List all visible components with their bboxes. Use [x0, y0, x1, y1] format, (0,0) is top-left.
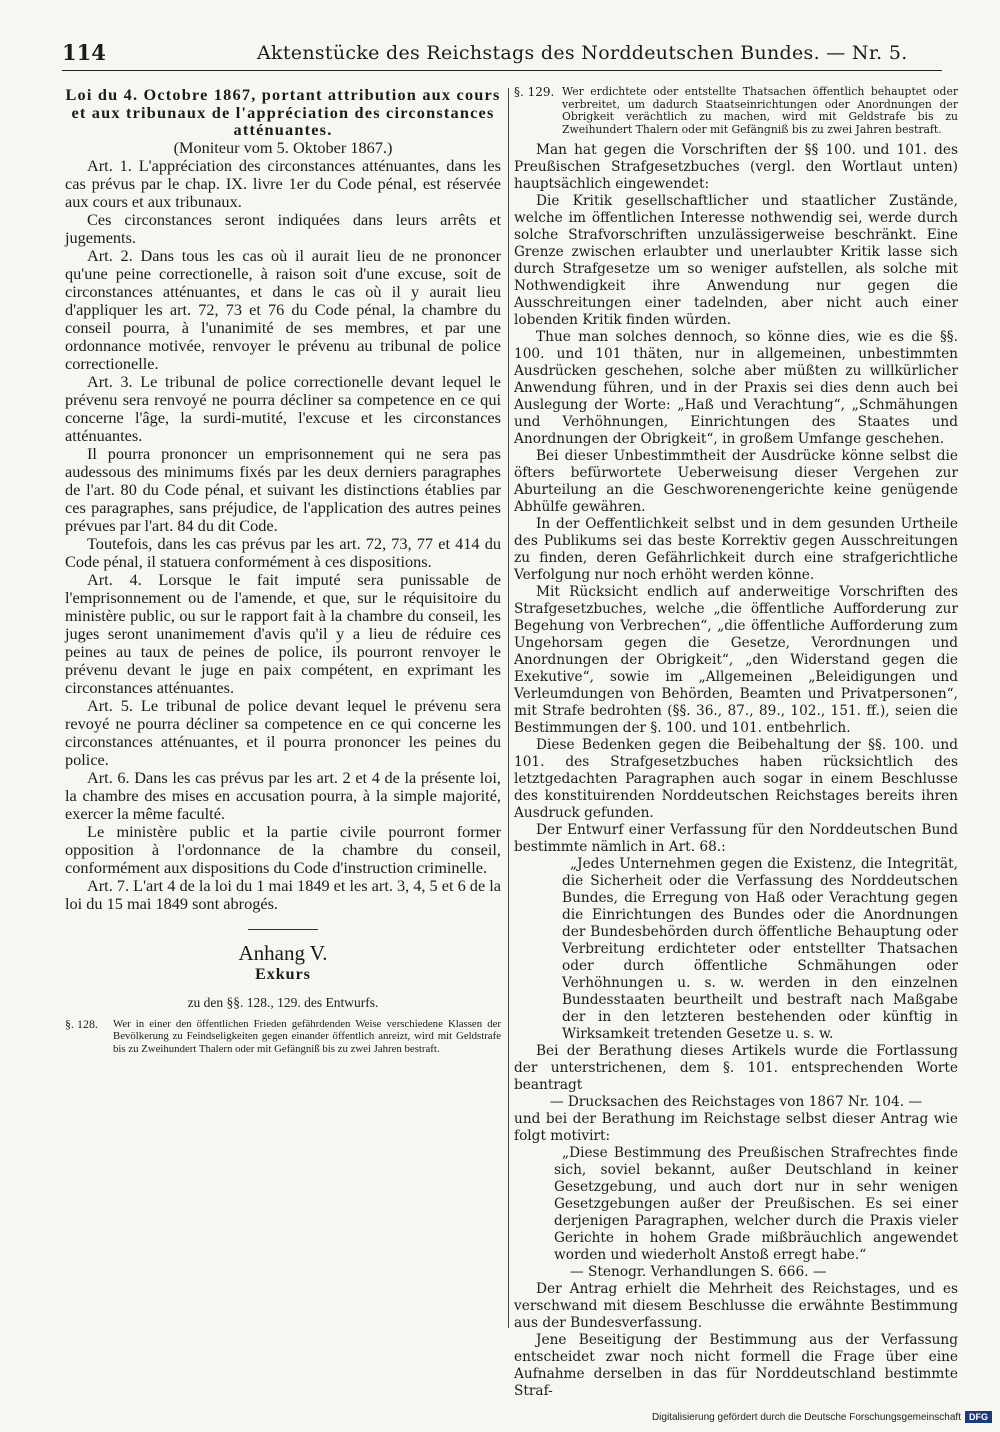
section-128	[65, 1018, 501, 1056]
column-divider	[508, 88, 509, 1328]
paragraph: Der Entwurf einer Verfassung für den Norddeutschen Bund bestimmte nämlich in Art. 68.:	[514, 822, 958, 855]
right-column	[514, 86, 958, 1400]
article-7: Art. 7. L'art 4 de la loi du 1 mai 1849 et les art. 3, 4, 5 et 6 de la loi du 15 mai 1849 sont abrogés.	[65, 875, 501, 913]
article-5: Art. 5. Le tribunal de police devant lequel le prévenu sera revoyé ne pourra décliner sa competence en ce qui concerne les circonstances atténuantes, et il pourra prononcer les peines du police.	[65, 695, 501, 769]
citation: — Stenogr. Verhandlungen S. 666. —	[570, 1264, 827, 1280]
section-129	[514, 86, 958, 136]
paragraph: Der Antrag erhielt die Mehrheit des Reichstages, und es verschwand mit diesem Beschlusse die erwähnte Bestimmung aus der Bundesverfassung.	[514, 1281, 958, 1331]
article-6: Art. 6. Dans les cas prévus par les art. 2 et 4 de la présente loi, la chambre des mises en accusation pourra, à la simple majorité, exercer la même faculté.	[65, 767, 501, 823]
dfg-logo: DFG	[965, 1411, 992, 1423]
paragraph: In der Oeffentlichkeit selbst und in dem gesunden Urtheile des Publikums sei das beste Korrektiv gegen Ausschreitungen zu finden, deren Gefährlichkeit durch eine strafgerichtliche Verfolgung nur noch erhöht werden könne.	[514, 516, 958, 583]
page-number: 114	[62, 40, 106, 65]
left-column	[65, 86, 501, 1061]
excursus-heading: Exkurs	[255, 965, 311, 983]
header-rule	[62, 70, 942, 71]
paragraph: Diese Bedenken gegen die Beibehaltung der §§. 100. und 101. des Strafgesetzbuches haben rücksichtlich des letztgedachten Paragraphen auch sogar in einem Beschlusse des konstituirenden Norddeutschen Reichstages bereits ihren Ausdruck gefunden.	[514, 737, 958, 821]
paragraph: Il pourra prononcer un emprisonnement qui ne sera pas audessous des minimums fixés par les deux derniers paragraphes de l'art. 80 du Code pénal, et suivant les distinctions établies par ces paragraphes, sans préjudice, de l'application des autres peines prévues par l'art. 84 du dit Code.	[65, 443, 501, 535]
paragraph: Man hat gegen die Vorschriften der §§ 100. und 101. des Preußischen Strafgesetzbuches (vergl. den Wortlaut unten) hauptsächlich eingewendet:	[514, 142, 958, 192]
paragraph: Bei dieser Unbestimmtheit der Ausdrücke könne selbst die öfters befürwortete Ueberweisung dieser Vergehen zur Aburteilung an die Geschworenengerichte keine genügende Abhülfe gewähren.	[514, 448, 958, 515]
paragraph: Mit Rücksicht endlich auf anderweitige Vorschriften des Strafgesetzbuches, welche „die öffentliche Aufforderung zur Begehung von Verbrechen“, „die öffentliche Aufforderung zum Ungehorsam gegen die Gesetze, Verordnungen und Anordnungen der Obrigkeit“, „den Widerstand gegen die Exekutive“, sowie im „Allgemeinen „Beleidigungen und Verleumdungen von Behörden, Beamten und Privatpersonen“, mit Strafe bedrohten (§§. 36., 87., 89., 102., 151. ff.), seien die Bestimmungen der §. 100. und 101. entbehrlich.	[514, 584, 958, 736]
paragraph: Bei der Berathung dieses Artikels wurde die Fortlassung der unterstrichenen, dem §. 101. entsprechenden Worte beantragt	[514, 1043, 958, 1093]
section-text: Wer in einer den öffentlichen Frieden gefährdenden Weise verschiedene Klassen der Bevölkerung zu Feindseligkeiten gegen einander öffentlich anreizt, wird mit Geldstrafe bis zu Zweihundert Thalern oder mit Gefängniß bis zu zwei Jahren bestraft.	[113, 1017, 501, 1055]
paragraph: Toutefois, dans les cas prévus par les art. 72, 73, 77 et 414 du Code pénal, il statuera conformément à ces dispositions.	[65, 533, 501, 571]
section-number: §. 128.	[65, 1016, 98, 1031]
article-1: Art. 1. L'appréciation des circonstances atténuantes, dans les cas prévus par le chap. IX. livre 1er du Code pénal, est réservée aux cours et aux tribunaux.	[65, 155, 501, 211]
paragraph: und bei der Berathung im Reichstage selbst dieser Antrag wie folgt motivirt:	[514, 1111, 958, 1144]
law-source: (Moniteur vom 5. Oktober 1867.)	[173, 137, 393, 157]
running-title: Aktenstücke des Reichstags des Norddeutschen Bundes. — Nr. 5.	[257, 42, 908, 64]
citation: — Drucksachen des Reichstages von 1867 Nr. 104. —	[549, 1094, 923, 1110]
section-number: §. 129.	[514, 85, 555, 99]
footer-credit	[652, 1411, 992, 1423]
section-text: Wer erdichtete oder entstellte Thatsachen öffentlich behauptet oder verbreitet, um dadurch Staatseinrichtungen oder Anordnungen der Obrigkeit verächtlich zu machen, wird mit Geldstrafe bis zu Zweihundert Thalern oder mit Gefängniß bis zu zwei Jahren bestraft.	[562, 85, 958, 136]
credit-text: Digitalisierung gefördert durch die Deutsche Forschungsgemeinschaft	[651, 1411, 961, 1423]
law-title: Loi du 4. Octobre 1867, portant attribution aux cours et aux tribunaux de l'appréciation des circonstances atténuantes.	[65, 85, 501, 139]
block-quote: „Diese Bestimmung des Preußischen Strafrechtes finde sich, soviel bekannt, außer Deutschland in keiner Gesetzgebung, und auch dort nur in sehr wenigen Gesetzgebungen außer der Preußischen. Es sei einer derjenigen Paragraphen, welcher durch die Praxis vieler Gerichte in hohem Grade mißbräuchlich angewendet worden und wiederholt Anstoß erregt habe.“	[554, 1145, 958, 1263]
excursus-subheading: zu den §§. 128., 129. des Entwurfs.	[187, 994, 379, 1010]
paragraph: Jene Beseitigung der Bestimmung aus der Verfassung entscheidet zwar noch nicht formell die Frage über eine Aufnahme derselben in das für Norddeutschland bestimmte Straf-	[514, 1332, 958, 1399]
appendix-heading: Anhang V.	[238, 940, 328, 965]
article-3: Art. 3. Le tribunal de police correctionelle devant lequel le prévenu sera renvoyé ne pourra décliner sa competence en ce qui concerne l'âge, la surdi-mutité, l'excuse et les circonstances atténuantes.	[65, 371, 501, 445]
block-quote: „Jedes Unternehmen gegen die Existenz, die Integrität, die Sicherheit oder die Verfassung des Norddeutschen Bundes, die Erregung von Haß oder Verachtung gegen die Einrichtungen des Bundes oder die Anordnungen der Bundesbehörden durch öffentliche Behauptung oder Verbreitung erdichteter oder entstellter Thatsachen oder durch öffentliche Schmähungen oder Verhöhnungen u. s. w. werden in den einzelnen Bundesstaaten beurtheilt und bestraft nach Maßgabe der in den letzteren bestehenden oder künftig in Wirksamkeit tretenden Gesetze u. s. w.	[562, 856, 958, 1042]
paragraph: Thue man solches dennoch, so könne dies, wie es die §§. 100. und 101 thäten, nur in allgemeinen, unbestimmten Ausdrücken geschehen, solche aber müßten zu willkürlicher Anwendung führen, und in der Praxis sei dies denn auch bei Auslegung der Worte: „Haß und Verachtung“, „Schmähungen und Verhöhnungen, Einrichtungen des Staates und Anordnungen der Obrigkeit“, in großem Umfange geschehen.	[514, 329, 958, 447]
page-header	[62, 40, 942, 72]
section-separator	[248, 929, 318, 930]
article-2: Art. 2. Dans tous les cas où il aurait lieu de ne prononcer qu'une peine correctionelle, à raison soit d'une excuse, soit de circonstances atténuantes, et dans le cas où il y aurait lieu d'appliquer les art. 72, 73 et 76 du Code pénal, la chambre du conseil pourra, à l'unanimité de ses membres, et par une ordonnance motivée, renvoyer le prévenu au tribunal de police correctionelle.	[65, 245, 501, 373]
paragraph: Ces circonstances seront indiquées dans leurs arrêts et jugements.	[65, 209, 501, 247]
paragraph: Die Kritik gesellschaftlicher und staatlicher Zustände, welche im öffentlichen Interesse nothwendig sei, werde durch solche Strafvorschriften unzulässigerweise beschränkt. Eine Grenze zwischen erlaubter und unerlaubter Kritik lasse sich durch Strafgesetze um so weniger aufstellen, als solche mit Nothwendigkeit ihre Anwendung nur gegen die Ausschreitungen einer tadelnden, aber nicht auch einer lobenden Kritik finden würden.	[514, 193, 958, 328]
paragraph: Le ministère public et la partie civile pourront former opposition à l'ordonnance de la chambre du conseil, conformément aux dispositions du Code d'instruction criminelle.	[65, 821, 501, 877]
article-4: Art. 4. Lorsque le fait imputé sera punissable de l'emprisonnement ou de l'amende, et que, sur le réquisitoire du ministère public, ou sur le rapport fait à la chambre du conseil, les juges seront unanimement d'avis qu'il y a lieu de réduire ces peines au taux de peines de police, ils pourront renvoyer le prévenu devant le juge en paix compétent, en exprimant les circonstances atténuantes.	[65, 569, 501, 697]
